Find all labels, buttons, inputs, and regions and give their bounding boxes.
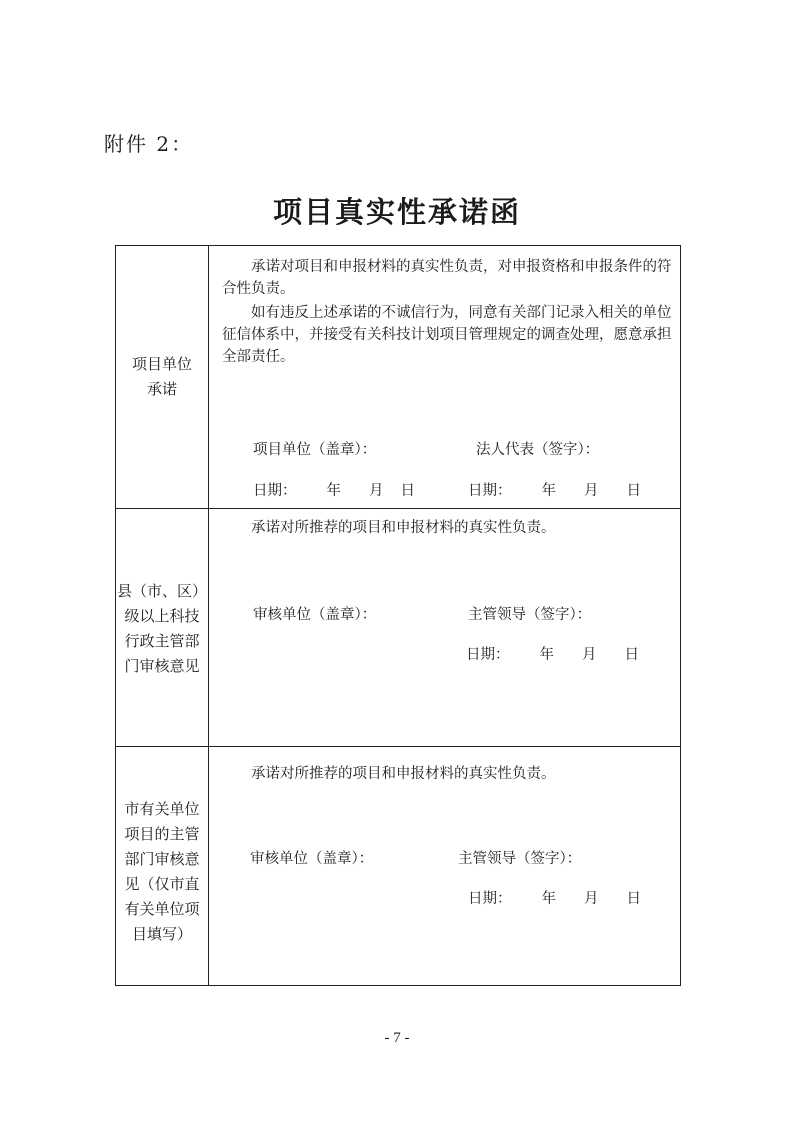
column-divider <box>208 747 209 985</box>
date-month: 月 <box>584 483 599 499</box>
commitment-paragraph-2: 如有违反上述承诺的不诚信行为，同意有关部门记录入相关的单位征信体系中，并接受有关科技计划项目管理规定的调查处理，愿意承担全部责任。 <box>222 305 672 365</box>
date-label: 日期： <box>466 647 510 663</box>
commitment-text <box>222 256 674 368</box>
commitment-paragraph: 承诺对所推荐的项目和申报材料的真实性负责。 <box>251 520 556 536</box>
commitment-form-table <box>115 245 681 986</box>
row-label-line: 见（仅市直 <box>124 875 200 893</box>
date-day: 日 <box>626 891 641 907</box>
row-label-line: 门审核意见 <box>124 657 200 675</box>
row-label-line: 项目的主管 <box>124 825 200 843</box>
row-label-line: 市有关单位 <box>124 800 200 818</box>
supervisor-signature-field: 主管领导（签字）： <box>468 607 592 623</box>
date-month: 月 <box>584 891 599 907</box>
table-row-project-unit <box>116 246 680 508</box>
date-field-right <box>468 479 641 500</box>
commitment-paragraph-1: 承诺对项目和申报材料的真实性负责，对申报资格和申报条件的符合性负责。 <box>222 259 672 297</box>
column-divider <box>208 246 209 508</box>
date-month: 月 <box>582 647 597 663</box>
row-label-line: 项目单位 <box>131 355 192 373</box>
date-year: 年 <box>326 483 341 499</box>
page-title: 项目真实性承诺函 <box>272 195 521 229</box>
date-year: 年 <box>539 647 554 663</box>
date-field-right <box>466 643 639 664</box>
date-year: 年 <box>541 891 556 907</box>
date-label: 日期： <box>253 483 297 499</box>
date-year: 年 <box>541 483 556 499</box>
commitment-text <box>222 763 674 785</box>
legal-representative-signature-field: 法人代表（签字）： <box>476 442 600 458</box>
date-day: 日 <box>400 483 415 499</box>
table-row-city-review <box>116 746 680 985</box>
column-divider <box>208 509 209 746</box>
row-label-line: 部门审核意 <box>124 850 200 868</box>
row-label-county-review <box>116 579 208 679</box>
review-unit-seal-field: 审核单位（盖章）： <box>250 851 374 867</box>
row-label-line: 行政主管部 <box>124 632 200 650</box>
date-label: 日期： <box>468 483 512 499</box>
supervisor-signature-field: 主管领导（签字）： <box>458 851 582 867</box>
row-label-line: 承诺 <box>146 380 177 398</box>
date-field-right <box>468 887 641 908</box>
row-label-line: 县（市、区） <box>116 582 207 600</box>
row-label-line: 级以上科技 <box>124 607 200 625</box>
review-unit-seal-field: 审核单位（盖章）： <box>253 607 377 623</box>
commitment-paragraph: 承诺对所推荐的项目和申报材料的真实性负责。 <box>251 766 556 782</box>
date-day: 日 <box>624 647 639 663</box>
project-unit-seal-field: 项目单位（盖章）： <box>253 442 377 458</box>
attachment-label: 附件 2： <box>104 132 194 156</box>
date-month: 月 <box>369 483 384 499</box>
date-day: 日 <box>626 483 641 499</box>
date-label: 日期： <box>468 891 512 907</box>
page-number: - 7 - <box>384 1030 410 1046</box>
table-row-county-review <box>116 508 680 746</box>
row-label-project-unit <box>116 352 208 402</box>
row-label-line: 有关单位项 <box>124 900 200 918</box>
date-field-left <box>253 479 415 500</box>
commitment-text <box>222 517 674 539</box>
row-label-city-review <box>116 797 208 947</box>
row-label-line: 目填写） <box>131 925 192 943</box>
